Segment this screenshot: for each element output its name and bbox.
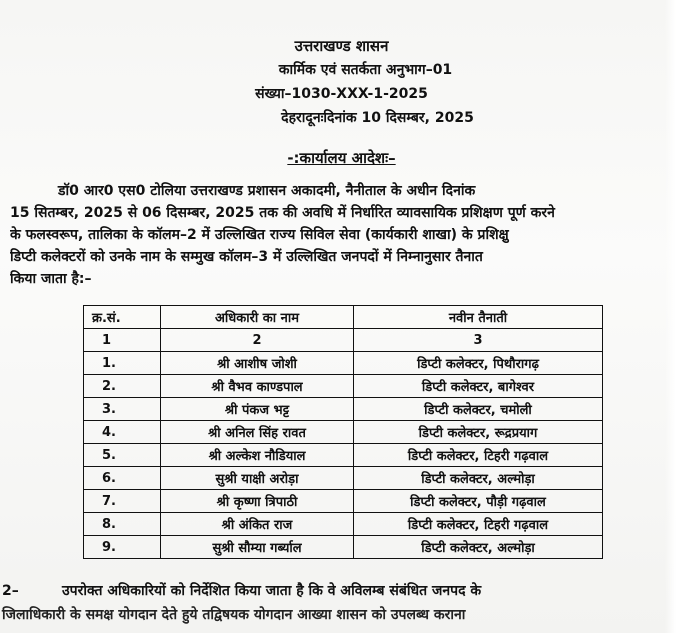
serial-cell: 1.: [84, 352, 161, 375]
posting-cell: डिप्टी कलेक्टर, अल्मोड़ा: [354, 536, 603, 559]
table-row: [84, 536, 603, 559]
posting-cell: डिप्टी कलेक्टर, बागेश्वर: [354, 375, 603, 398]
order-title: [0, 148, 683, 168]
posting-cell: डिप्टी कलेक्टर, पिथौरागढ़: [354, 352, 603, 375]
order-title-text: -:कार्यालय आदेशः–: [287, 149, 396, 167]
paragraph-line: डिप्टी कलेक्टरों को उनके नाम के सम्मुख कॉलम–3 में उल्लिखित जनपदों में निम्नानुसार तैनात: [10, 249, 483, 265]
table-row: [84, 467, 603, 490]
page-edge-shadow: [665, 0, 683, 633]
posting-cell: डिप्टी कलेक्टर, अल्मोड़ा: [354, 467, 603, 490]
place-date: देहरादूनःदिनांक 10 दिसम्बर, 2025: [281, 110, 474, 126]
table-row: [84, 421, 603, 444]
department-heading: कार्मिक एवं सतर्कता अनुभाग–01: [278, 62, 453, 78]
order-paragraph: [10, 180, 660, 290]
order-number: संख्या–1030-XXX-1-2025: [255, 86, 428, 102]
serial-cell: 6.: [84, 467, 161, 490]
posting-table: [83, 305, 603, 559]
officer-name-cell: सुश्री याक्षी अरोड़ा: [161, 467, 354, 490]
column-number: 1: [84, 329, 161, 352]
paragraph-line: 15 सितम्बर, 2025 से 06 दिसम्बर, 2025 तक की अवधि में निर्धारित व्यावसायिक प्रशिक्षण पूर्ण करने: [10, 205, 555, 221]
posting-cell: डिप्टी कलेक्टर, पौड़ी गढ़वाल: [354, 490, 603, 513]
header-officer-name: अधिकारी का नाम: [161, 306, 354, 329]
paragraph-line: के फलस्वरूप, तालिका के कॉलम–2 में उल्लिखित राज्य सिविल सेवा (कार्यकारी शाखा) के प्रशिक्षु: [10, 227, 509, 243]
officer-name-cell: श्री अनिल सिंह रावत: [161, 421, 354, 444]
serial-cell: 2.: [84, 375, 161, 398]
posting-cell: डिप्टी कलेक्टर, टिहरी गढ़वाल: [354, 513, 603, 536]
table-row: [84, 375, 603, 398]
table-row: [84, 490, 603, 513]
header-serial: क्र.सं.: [84, 306, 161, 329]
table-row: [84, 513, 603, 536]
table-column-number-row: [84, 329, 603, 352]
footer-text: उपरोक्त अधिकारियों को निर्देशित किया जाता है कि वे अविलम्ब संबंधित जनपद के: [62, 583, 482, 599]
cut-off-text: जिलाधिकारी के समक्ष योगदान देते हुये तद्विषयक योगदान आख्या शासन को उपलब्ध कराना: [2, 607, 466, 623]
table-header-row: [84, 306, 603, 329]
table-row: [84, 352, 603, 375]
serial-cell: 4.: [84, 421, 161, 444]
posting-cell: डिप्टी कलेक्टर, टिहरी गढ़वाल: [354, 444, 603, 467]
table-row: [84, 444, 603, 467]
paragraph-line: किया जाता है:–: [10, 271, 92, 287]
officer-name-cell: सुश्री सौम्या गर्ब्याल: [161, 536, 354, 559]
posting-cell: डिप्टी कलेक्टर, रूद्रप्रयाग: [354, 421, 603, 444]
serial-cell: 7.: [84, 490, 161, 513]
serial-cell: 9.: [84, 536, 161, 559]
column-number: 2: [161, 329, 354, 352]
serial-cell: 8.: [84, 513, 161, 536]
officer-name-cell: श्री पंकज भट्ट: [161, 398, 354, 421]
government-heading: उत्तराखण्ड शासन: [294, 37, 389, 55]
header-new-posting: नवीन तैनाती: [354, 306, 603, 329]
officer-name-cell: श्री आशीष जोशी: [161, 352, 354, 375]
officer-name-cell: श्री अंकित राज: [161, 513, 354, 536]
paragraph-number: 2–: [2, 583, 19, 599]
officer-name-cell: श्री वैभव काण्डपाल: [161, 375, 354, 398]
cut-off-line: [0, 602, 683, 632]
column-number: 3: [354, 329, 603, 352]
officer-name-cell: श्री कृष्णा त्रिपाठी: [161, 490, 354, 513]
officer-name-cell: श्री अल्केश नौडियाल: [161, 444, 354, 467]
posting-cell: डिप्टी कलेक्टर, चमोली: [354, 398, 603, 421]
table-row: [84, 398, 603, 421]
serial-cell: 3.: [84, 398, 161, 421]
serial-cell: 5.: [84, 444, 161, 467]
paragraph-line: डॉ0 आर0 एस0 टोलिया उत्तराखण्ड प्रशासन अकादमी, नैनीताल के अधीन दिनांक: [58, 183, 476, 199]
